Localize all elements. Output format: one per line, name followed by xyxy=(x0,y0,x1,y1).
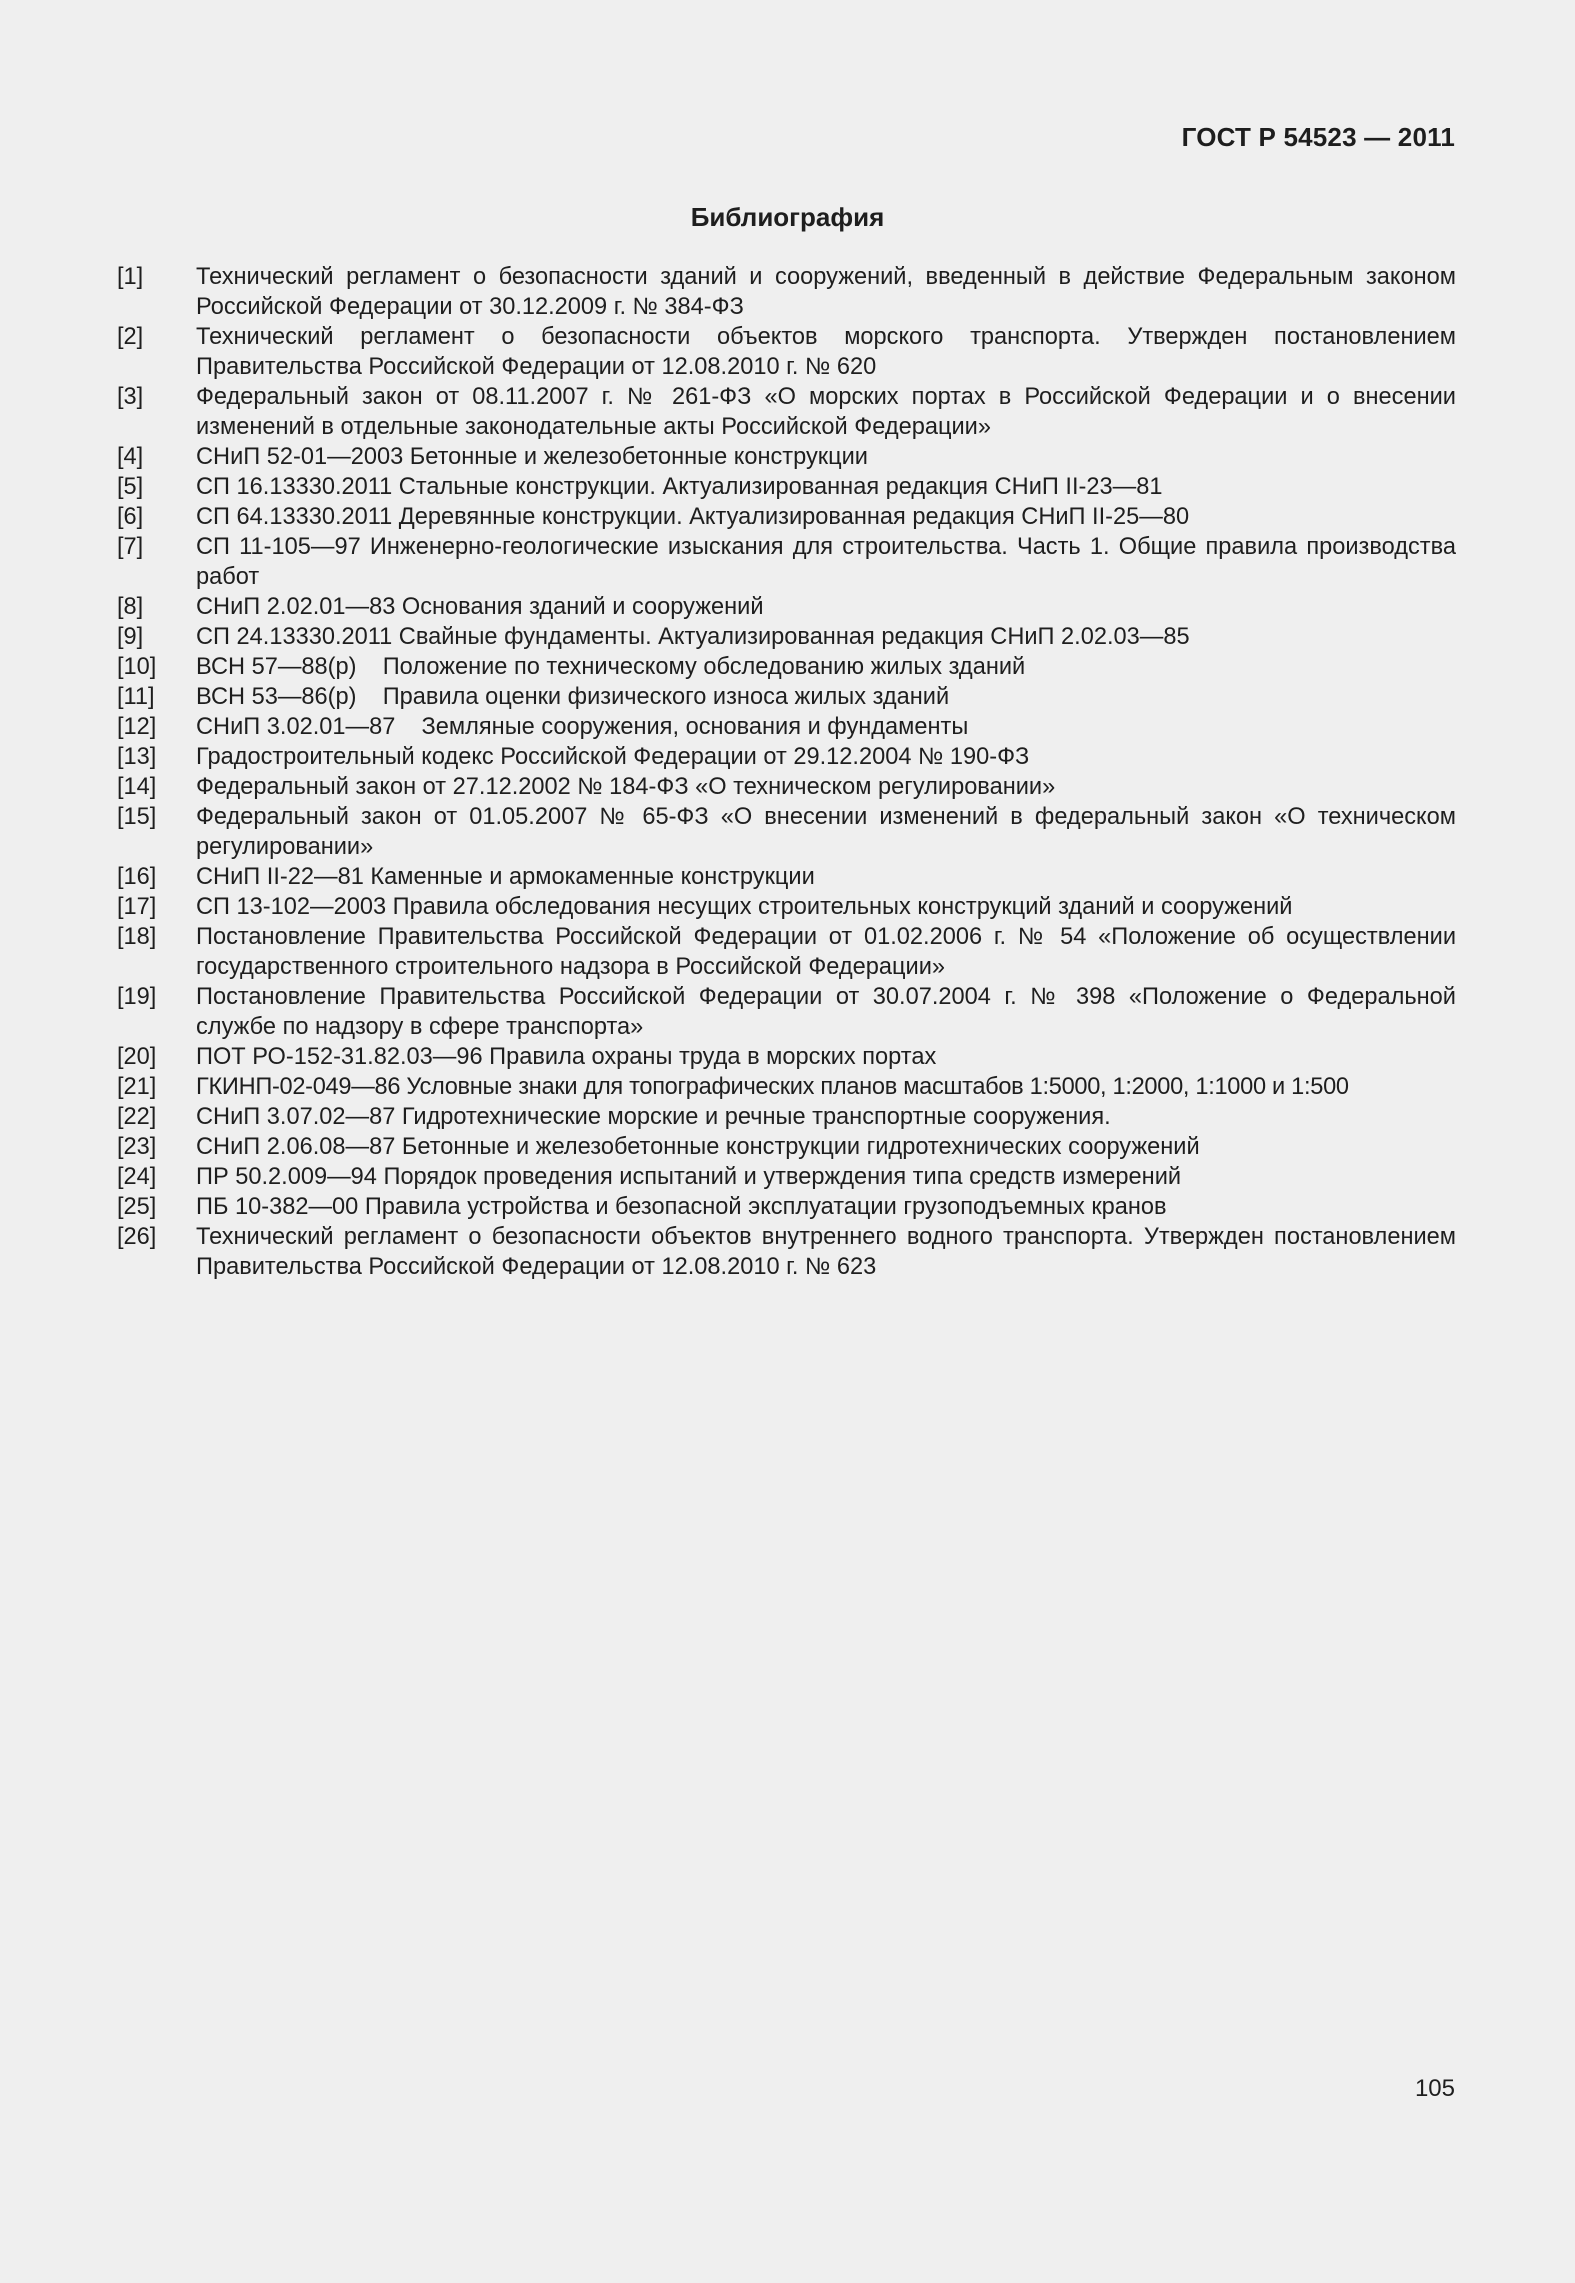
item-text: СП 64.13330.2011 Деревянные конструкции. Актуализированная редакция СНиП II-25—80 xyxy=(196,504,1190,530)
item-text: Федеральный закон от 01.05.2007 № 65-ФЗ «О внесении изменений в федеральный закон «О техническом регулировании» xyxy=(196,804,1456,860)
item-number: [7] xyxy=(117,534,144,560)
section-title: Библиография xyxy=(690,202,885,232)
bibliography-item xyxy=(117,532,1456,592)
item-text: ВСН 57—88(р) Положение по техническому обследованию жилых зданий xyxy=(196,654,1026,680)
bibliography-item xyxy=(117,1042,1456,1072)
bibliography-item xyxy=(117,712,1456,742)
bibliography-item xyxy=(117,472,1456,502)
bibliography-item xyxy=(117,1192,1456,1222)
bibliography-item xyxy=(117,1132,1456,1162)
bibliography-item xyxy=(117,442,1456,472)
item-number: [3] xyxy=(117,384,144,410)
item-number: [10] xyxy=(117,654,157,680)
bibliography-item xyxy=(117,1162,1456,1192)
item-text: СНиП 3.02.01—87 Земляные сооружения, основания и фундаменты xyxy=(196,714,969,740)
bibliography-item xyxy=(117,592,1456,622)
item-text: СНиП 3.07.02—87 Гидротехнические морские и речные транспортные сооружения. xyxy=(196,1104,1111,1130)
item-text: Федеральный закон от 27.12.2002 № 184-ФЗ «О техническом регулировании» xyxy=(196,774,1056,800)
item-number: [15] xyxy=(117,804,157,830)
bibliography-item xyxy=(117,742,1456,772)
bibliography-item xyxy=(117,982,1456,1042)
item-number: [11] xyxy=(117,684,155,710)
bibliography-item xyxy=(117,1102,1456,1132)
item-text: Постановление Правительства Российской Федерации от 30.07.2004 г. № 398 «Положение о Федеральной службе по надзору в сфере транспорта» xyxy=(196,984,1456,1040)
item-text: СП 16.13330.2011 Стальные конструкции. Актуализированная редакция СНиП II-23—81 xyxy=(196,474,1163,500)
bibliography-item xyxy=(117,772,1456,802)
bibliography-item xyxy=(117,382,1456,442)
item-number: [20] xyxy=(117,1044,157,1070)
item-text: Градостроительный кодекс Российской Федерации от 29.12.2004 № 190-ФЗ xyxy=(196,744,1030,770)
item-text: СНиП 2.02.01—83 Основания зданий и сооружений xyxy=(196,594,764,620)
document-code-header: ГОСТ Р 54523 — 2011 xyxy=(1181,122,1455,152)
item-number: [17] xyxy=(117,894,157,920)
bibliography-item xyxy=(117,322,1456,382)
item-number: [26] xyxy=(117,1224,157,1250)
item-text: СНиП II-22—81 Каменные и армокаменные конструкции xyxy=(196,864,815,890)
bibliography-item xyxy=(117,622,1456,652)
page-number: 105 xyxy=(1414,2075,1455,2102)
item-number: [18] xyxy=(117,924,157,950)
bibliography-item xyxy=(117,682,1456,712)
item-number: [2] xyxy=(117,324,144,350)
bibliography-item xyxy=(117,1222,1456,1282)
item-number: [16] xyxy=(117,864,157,890)
item-text: СП 11-105—97 Инженерно-геологические изыскания для строительства. Часть 1. Общие правила производства работ xyxy=(196,534,1456,590)
item-number: [23] xyxy=(117,1134,157,1160)
item-number: [8] xyxy=(117,594,144,620)
item-number: [12] xyxy=(117,714,157,740)
item-text: ГКИНП-02-049—86 Условные знаки для топографических планов масштабов 1:5000, 1:2000, 1:1000 и 1:500 xyxy=(196,1074,1349,1100)
item-number: [25] xyxy=(117,1194,157,1220)
item-number: [19] xyxy=(117,984,157,1010)
item-number: [14] xyxy=(117,774,157,800)
item-number: [1] xyxy=(117,264,144,290)
item-number: [6] xyxy=(117,504,144,530)
item-text: ВСН 53—86(р) Правила оценки физического износа жилых зданий xyxy=(196,684,950,710)
bibliography-list xyxy=(117,262,1456,1282)
bibliography-item xyxy=(117,652,1456,682)
item-text: Технический регламент о безопасности объектов морского транспорта. Утвержден постановлением Правительства Российской Федерации от 12.08.2010 г. № 620 xyxy=(196,324,1456,380)
bibliography-item xyxy=(117,262,1456,322)
item-text: Постановление Правительства Российской Федерации от 01.02.2006 г. № 54 «Положение об осуществлении государственного строительного надзора в Российской Федерации» xyxy=(196,924,1456,980)
bibliography-item xyxy=(117,922,1456,982)
item-text: ПБ 10-382—00 Правила устройства и безопасной эксплуатации грузоподъемных кранов xyxy=(196,1194,1167,1220)
item-number: [22] xyxy=(117,1104,157,1130)
item-text: Федеральный закон от 08.11.2007 г. № 261-ФЗ «О морских портах в Российской Федерации и о внесении изменений в отдельные законодательные акты Российской Федерации» xyxy=(196,384,1456,440)
bibliography-item xyxy=(117,502,1456,532)
item-number: [9] xyxy=(117,624,144,650)
item-text: СНиП 2.06.08—87 Бетонные и железобетонные конструкции гидротехнических сооружений xyxy=(196,1134,1200,1160)
item-number: [13] xyxy=(117,744,157,770)
item-number: [4] xyxy=(117,444,144,470)
item-text: Технический регламент о безопасности зданий и сооружений, введенный в действие Федеральным законом Российской Федерации от 30.12.2009 г. № 384-ФЗ xyxy=(196,264,1456,320)
item-text: ПОТ РО-152-31.82.03—96 Правила охраны труда в морских портах xyxy=(196,1044,937,1070)
item-text: ПР 50.2.009—94 Порядок проведения испытаний и утверждения типа средств измерений xyxy=(196,1164,1182,1190)
bibliography-item xyxy=(117,802,1456,862)
item-text: СНиП 52-01—2003 Бетонные и железобетонные конструкции xyxy=(196,444,868,470)
item-number: [5] xyxy=(117,474,144,500)
item-number: [24] xyxy=(117,1164,157,1190)
item-text: СП 13-102—2003 Правила обследования несущих строительных конструкций зданий и сооружений xyxy=(196,894,1293,920)
item-number: [21] xyxy=(117,1074,157,1100)
bibliography-item xyxy=(117,1072,1456,1102)
bibliography-item xyxy=(117,862,1456,892)
item-text: СП 24.13330.2011 Свайные фундаменты. Актуализированная редакция СНиП 2.02.03—85 xyxy=(196,624,1190,650)
item-text: Технический регламент о безопасности объектов внутреннего водного транспорта. Утвержден постановлением Правительства Российской Федерации от 12.08.2010 г. № 623 xyxy=(196,1224,1456,1280)
bibliography-item xyxy=(117,892,1456,922)
